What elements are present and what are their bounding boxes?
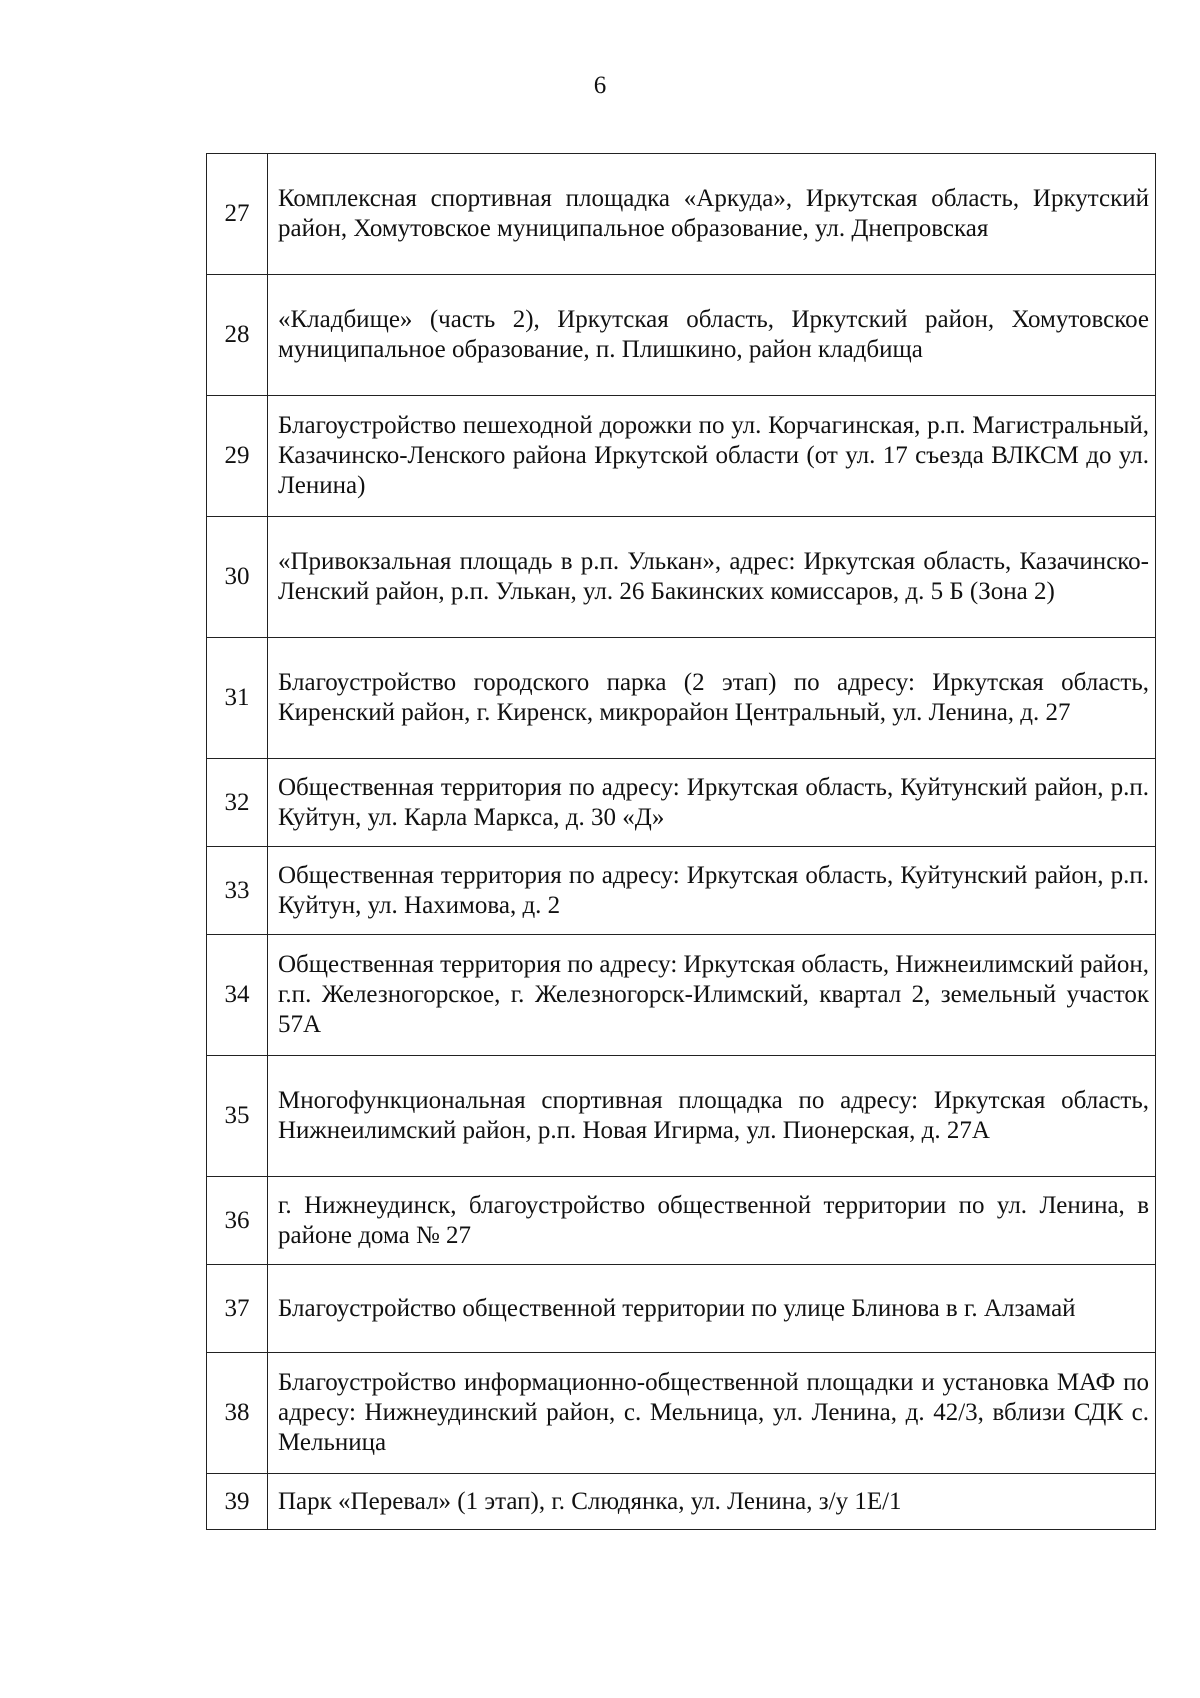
row-number: 30 bbox=[207, 517, 268, 638]
row-number: 27 bbox=[207, 154, 268, 275]
table-row bbox=[207, 935, 1156, 1056]
row-description: Парк «Перевал» (1 этап), г. Слюдянка, ул. Ленина, з/у 1Е/1 bbox=[268, 1474, 1156, 1530]
table-row bbox=[207, 1056, 1156, 1177]
row-description: г. Нижнеудинск, благоустройство общественной территории по ул. Ленина, в районе дома № 27 bbox=[268, 1177, 1156, 1265]
table-row bbox=[207, 638, 1156, 759]
row-number: 36 bbox=[207, 1177, 268, 1265]
row-number: 34 bbox=[207, 935, 268, 1056]
row-description: Комплексная спортивная площадка «Аркуда», Иркутская область, Иркутский район, Хомутовское муниципальное образование, ул. Днепровская bbox=[268, 154, 1156, 275]
row-number: 29 bbox=[207, 396, 268, 517]
row-description: Общественная территория по адресу: Иркутская область, Куйтунский район, р.п. Куйтун, ул. Карла Маркса, д. 30 «Д» bbox=[268, 759, 1156, 847]
row-description: Благоустройство пешеходной дорожки по ул. Корчагинская, р.п. Магистральный, Казачинско-Ленского района Иркутской области (от ул. 17 съезда ВЛКСМ до ул. Ленина) bbox=[268, 396, 1156, 517]
table-row bbox=[207, 396, 1156, 517]
row-number: 33 bbox=[207, 847, 268, 935]
row-description: «Привокзальная площадь в р.п. Улькан», адрес: Иркутская область, Казачинско-Ленский район, р.п. Улькан, ул. 26 Бакинских комиссаров, д. 5 Б (Зона 2) bbox=[268, 517, 1156, 638]
row-description: Благоустройство общественной территории по улице Блинова в г. Алзамай bbox=[268, 1265, 1156, 1353]
row-number: 39 bbox=[207, 1474, 268, 1530]
row-number: 32 bbox=[207, 759, 268, 847]
row-description: Общественная территория по адресу: Иркутская область, Нижнеилимский район, г.п. Железногорское, г. Железногорск-Илимский, квартал 2, земельный участок 57А bbox=[268, 935, 1156, 1056]
row-description: «Кладбище» (часть 2), Иркутская область, Иркутский район, Хомутовское муниципальное образование, п. Плишкино, район кладбища bbox=[268, 275, 1156, 396]
table-row bbox=[207, 1474, 1156, 1530]
row-description: Благоустройство городского парка (2 этап) по адресу: Иркутская область, Киренский район, г. Киренск, микрорайон Центральный, ул. Ленина, д. 27 bbox=[268, 638, 1156, 759]
row-description: Общественная территория по адресу: Иркутская область, Куйтунский район, р.п. Куйтун, ул. Нахимова, д. 2 bbox=[268, 847, 1156, 935]
table-row bbox=[207, 1353, 1156, 1474]
row-number: 37 bbox=[207, 1265, 268, 1353]
row-number: 28 bbox=[207, 275, 268, 396]
table-row bbox=[207, 517, 1156, 638]
table-row bbox=[207, 154, 1156, 275]
table-row bbox=[207, 847, 1156, 935]
objects-table bbox=[206, 153, 1156, 1530]
row-description: Благоустройство информационно-общественной площадки и установка МАФ по адресу: Нижнеудинский район, с. Мельница, ул. Ленина, д. 42/3, вблизи СДК с. Мельница bbox=[268, 1353, 1156, 1474]
row-number: 31 bbox=[207, 638, 268, 759]
table-row bbox=[207, 275, 1156, 396]
table-row bbox=[207, 1265, 1156, 1353]
row-number: 35 bbox=[207, 1056, 268, 1177]
page-number: 6 bbox=[593, 72, 607, 99]
row-number: 38 bbox=[207, 1353, 268, 1474]
table-row bbox=[207, 1177, 1156, 1265]
row-description: Многофункциональная спортивная площадка по адресу: Иркутская область, Нижнеилимский район, р.п. Новая Игирма, ул. Пионерская, д. 27А bbox=[268, 1056, 1156, 1177]
objects-table-body bbox=[207, 154, 1156, 1530]
table-row bbox=[207, 759, 1156, 847]
